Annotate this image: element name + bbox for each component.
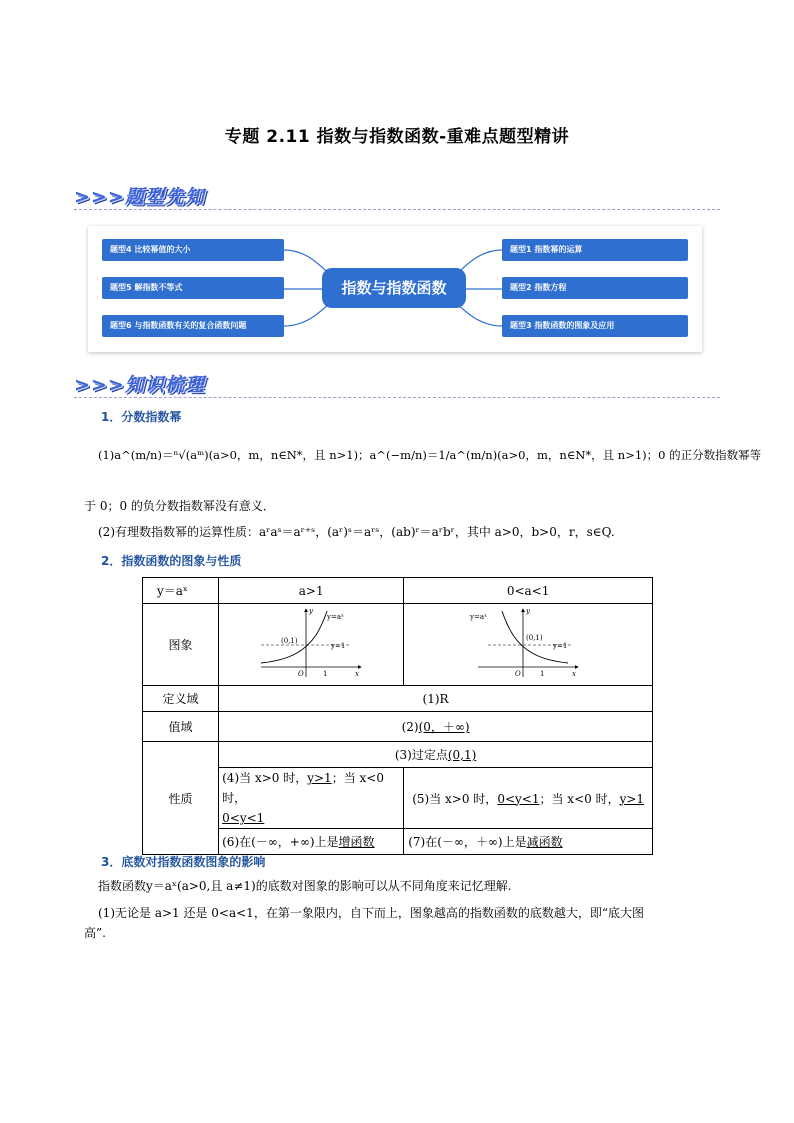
mind-map-node: 题型2 指数方程: [502, 277, 688, 299]
property-answer: 0<y<1: [497, 791, 540, 806]
graph-label-curve: y=aˣ: [327, 613, 345, 621]
property-text: ；当 x<0 时，: [539, 791, 620, 806]
graph-label-line: y=1: [331, 642, 346, 650]
row-label: 定义域: [143, 686, 219, 712]
property-text: (5)当 x>0 时，: [412, 791, 498, 806]
graph-label-x: x: [572, 670, 577, 678]
paragraph: 高”.: [84, 926, 106, 940]
property-text: (4)当 x>0 时，: [222, 771, 308, 785]
paragraph: (1)无论是 a>1 还是 0<a<1，在第一象限内，自下而上，图象越高的指数函数的底数越大，即“底大图: [98, 906, 644, 920]
property-text: (3)过定点: [394, 748, 448, 762]
divider: [74, 209, 720, 210]
graph-label-curve: y=aˣ: [470, 613, 488, 621]
banner-text: >>>知识梳理: [74, 374, 205, 396]
property-answer: (0,1): [447, 748, 477, 762]
property-7: [404, 829, 653, 855]
divider: [74, 397, 720, 398]
property-4: [219, 768, 404, 829]
mind-map-node: 题型4 比较幂值的大小: [102, 239, 284, 261]
graph-cell: [404, 604, 653, 686]
graph-label-y: y: [309, 607, 314, 615]
mind-map-node: 题型6 与指数函数有关的复合函数问题: [102, 315, 284, 337]
property-answer: y>1: [307, 771, 332, 785]
graph-label-origin: O: [298, 670, 304, 678]
property-text: (7)在(－∞，＋∞)上是: [408, 835, 527, 849]
row-label: 性质: [143, 742, 219, 855]
paragraph: 于 0；0 的负分数指数幂没有意义．: [84, 499, 275, 513]
table-header-cell: 0<a<1: [404, 578, 653, 604]
table-header-cell: a>1: [219, 578, 404, 604]
graph-label-y: y: [526, 607, 531, 615]
properties-table: [142, 577, 653, 855]
section-heading: 3．底数对指数函数图象的影响: [101, 855, 266, 869]
property-answer: 0<y<1: [222, 811, 265, 825]
property-3: [219, 742, 653, 768]
paragraph: (2)有理数指数幂的运算性质：aʳaˢ＝aʳ⁺ˢ，(aʳ)ˢ＝aʳˢ，(ab)ʳ＝aʳbʳ，其中 a>0，b>0，r，s∈Q.: [98, 525, 615, 539]
section-heading: 2．指数函数的图象与性质: [101, 554, 242, 568]
graph-label-point: (0,1): [526, 634, 543, 642]
section-heading: 1．分数指数幂: [101, 410, 182, 424]
table-header-cell: y＝aˣ: [143, 578, 219, 604]
row-label: 图象: [143, 604, 219, 686]
range-value: (0，＋∞): [418, 720, 470, 734]
property-5: [404, 768, 653, 829]
row-label: 值域: [143, 712, 219, 742]
mind-map-node: 题型5 解指数不等式: [102, 277, 284, 299]
property-text: ；当 x<0 时，: [222, 771, 384, 805]
property-answer: y>1: [619, 791, 645, 806]
graph-label-line: y=1: [553, 642, 568, 650]
graph-label-point: (0,1): [281, 637, 298, 645]
graph-cell: [219, 604, 404, 686]
range-cell: [219, 712, 653, 742]
mind-map-center: 指数与指数函数: [322, 268, 466, 308]
property-answer: 减函数: [526, 835, 563, 849]
graph-label-one: 1: [540, 670, 545, 678]
graph-label-x: x: [355, 670, 360, 678]
page-title: 专题 2.11 指数与指数函数-重难点题型精讲: [224, 127, 570, 147]
paragraph: (1)a^(m/n)＝ⁿ√(aᵐ)(a>0，m，n∈N*，且 n>1)；a^(−m/n)＝1/a^(m/n)(a>0，m，n∈N*，且 n>1)；0 的正分数指数幂等: [98, 448, 762, 462]
paragraph: 指数函数y＝aˣ(a>0,且 a≠1)的底数对图象的影响可以从不同角度来记忆理解.: [98, 879, 512, 893]
mind-map-node: 题型1 指数幂的运算: [502, 239, 688, 261]
domain-cell: (1)R: [219, 686, 653, 712]
range-prefix: (2): [401, 720, 419, 734]
graph-label-one: 1: [323, 670, 328, 678]
banner-text: >>>题型先知: [74, 186, 205, 208]
mind-map: [88, 226, 702, 352]
property-6: [219, 829, 404, 855]
property-text: (6)在(－∞，+∞)上是: [222, 835, 339, 849]
property-answer: 增函数: [338, 835, 375, 849]
mind-map-node: 题型3 指数函数的图象及应用: [502, 315, 688, 337]
graph-a-gt-1: [251, 605, 371, 681]
graph-label-origin: O: [515, 670, 521, 678]
graph-a-lt-1: [468, 605, 588, 681]
